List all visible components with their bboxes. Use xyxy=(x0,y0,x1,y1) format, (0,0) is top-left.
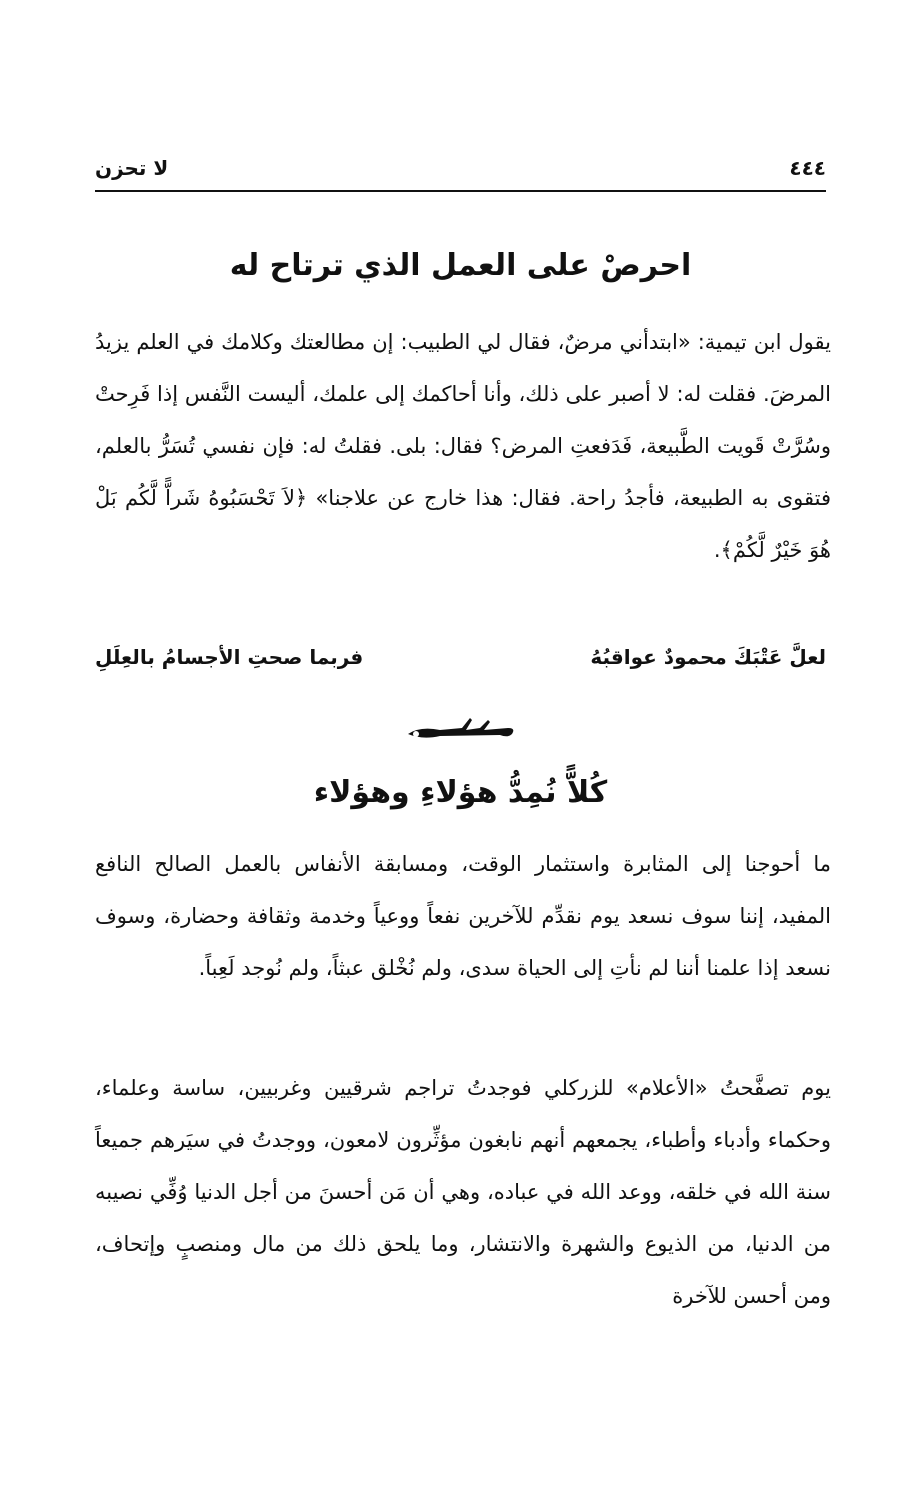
paragraph-3 xyxy=(95,1062,831,1322)
ornament-divider-icon xyxy=(400,708,520,748)
page-header xyxy=(95,148,826,188)
paragraph-1 xyxy=(95,316,831,576)
page-number: ٤٤٤ xyxy=(789,156,826,180)
verse-first-hemistich: لعلَّ عَتْبَكَ محمودٌ عواقبُهُ xyxy=(590,645,826,669)
paragraph-text: يقول ابن تيمية: «ابتدأني مرضٌ، فقال لي الطبيب: إن مطالعتك وكلامك في العلم يزيدُ المرضَ. فقلت له: لا أصبر على ذلك، وأنا أحاكمك إلى علمك، أليست النَّفس إذا فَرِحتْ وسُرَّتْ قَويت الطَّبيعة، فَدَفعتِ المرض؟ فقال: بلى. فقلتُ له: فإن نفسي تُسَرُّ بالعلم، فتقوى به الطبيعة، فأجدُ راحة. فقال: هذا خارج عن علاجنا» ﴿لاَ تَحْسَبُوهُ شَراًّ لَّكُم بَلْ هُوَ خَيْرٌ لَّكُمْ﴾. xyxy=(95,330,831,562)
running-title: لا تحزن xyxy=(95,156,169,180)
paragraph-text: يوم تصفَّحتُ «الأعلام» للزركلي فوجدتُ تراجم شرقيين وغربيين، ساسة وعلماء، وحكماء وأدباء وأطباء، يجمعهم أنهم نابغون مؤثِّرون لامعون، ووجدتُ في سيَرهم جميعاً سنة الله في خلقه، ووعد الله في عباده، وهي أن مَن أحسنَ من أجل الدنيا وُفِّي نصيبه من الدنيا، من الذيوع والشهرة والانتشار، وما يلحق ذلك من مال ومنصبٍ وإتحاف، ومن أحسن للآخرة xyxy=(95,1076,831,1308)
paragraph-2 xyxy=(95,838,831,994)
section-heading-2: كُلاًّ نُمِدُّ هؤلاءِ وهؤلاء xyxy=(313,775,608,810)
verse-second-hemistich: فربما صحتِ الأجسامُ بالعِلَلِ xyxy=(95,645,364,669)
section-heading-1: احرصْ على العمل الذي ترتاح له xyxy=(229,248,692,283)
header-rule xyxy=(95,190,826,192)
poetry-verse xyxy=(95,645,826,689)
paragraph-text: ما أحوجنا إلى المثابرة واستثمار الوقت، ومسابقة الأنفاس بالعمل الصالح النافع المفيد، إننا سوف نسعد يوم نقدِّم للآخرين نفعاً ووعياً وخدمة وثقافة وحضارة، وسوف نسعد إذا علمنا أننا لم نأتِ إلى الحياة سدى، ولم نُخْلق عبثاً، ولم نُوجد لَعِباً. xyxy=(95,852,831,980)
